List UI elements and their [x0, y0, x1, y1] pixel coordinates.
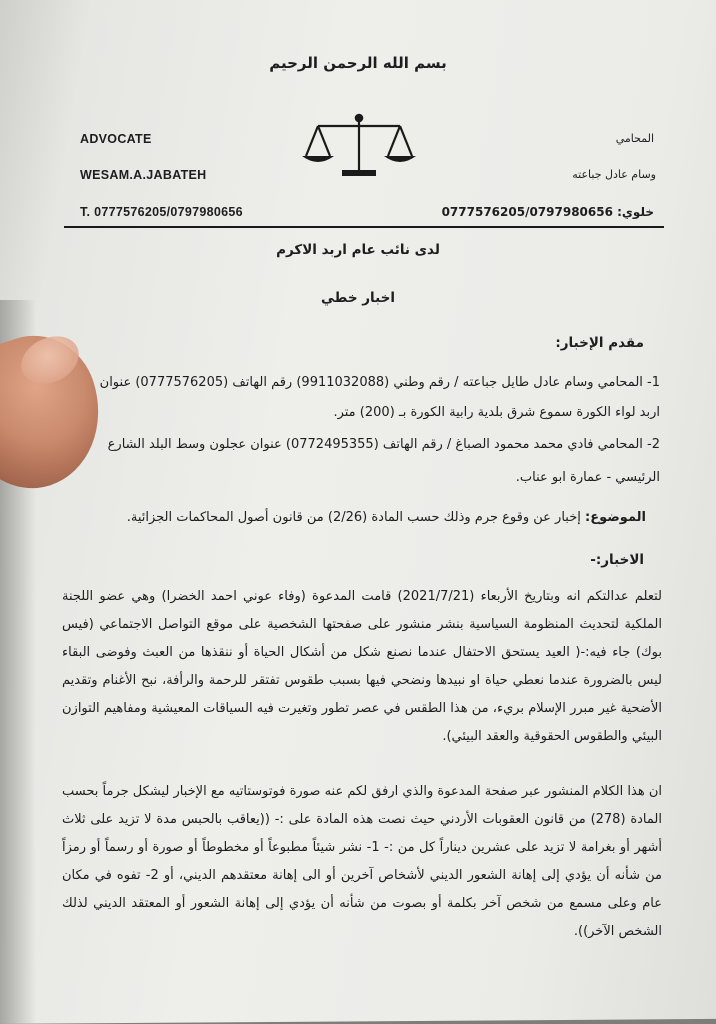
informant-2-line-2: الرئيسي - عمارة ابو عناب.	[515, 470, 660, 485]
basmala: بسم الله الرحمن الرحيم	[269, 54, 447, 72]
letterhead-title-ar: المحامي	[615, 132, 654, 145]
report-heading: الاخبار:-	[590, 552, 644, 568]
addressee: لدى نائب عام اربد الاكرم	[276, 242, 440, 258]
letterhead-phone-en: T. 0777576205/0797980656	[80, 205, 243, 219]
document-title: اخبار خطي	[321, 290, 395, 306]
informants-heading: مقدم الإخبار:	[555, 335, 644, 351]
letterhead-title-en: ADVOCATE	[80, 132, 152, 146]
letterhead-divider	[64, 226, 664, 228]
letterhead-name-ar: وسام عادل جباعته	[572, 168, 656, 181]
informant-2-line-1: 2- المحامي فادي محمد محمود الصباغ / رقم الهاتف (0772495355) عنوان عجلون وسط البلد الشارع	[107, 437, 660, 452]
subject-text: إخبار عن وقوع جرم وذلك حسب المادة (2/26) من قانون أصول المحاكمات الجزائية.	[126, 510, 581, 525]
subject-line	[46, 510, 646, 525]
report-paragraph-2: ان هذا الكلام المنشور عبر صفحة المدعوة والذي ارفق لكم عنه صورة فوتوستاتيه مع الإخبار ليشكل جرماً بحسب المادة (278) من قانون العقوبات الأردني حيث نصت هذه المادة على :- ((يعاقب بالحبس مدة لا تزيد على ثلاث أشهر أو بغرامة لا تزيد على عشرين ديناراً كل من :- 1- نشر شيئاً مطبوعاً أو مخطوطاً أو صورة أو رسماً أو رمزاً من شأنه أن يؤدي إلى إهانة الشعور الديني لأشخاص آخرين أو الى إهانة معتقدهم الديني، أو 2- تفوه في مكان عام وعلى مسمع من شخص آخر بكلمة أو بصوت من شأنه أن يؤدي إلى إهانة الشعور أو المعتقد الديني لذلك الشخص الآخر)).	[62, 784, 662, 939]
report-paragraph-1: لتعلم عدالتكم انه وبتاريخ الأربعاء (2021/7/21) قامت المدعوة (وفاء عوني احمد الخضرا) وهي عضو اللجنة الملكية لتحديث المنظومة السياسية بنشر منشور على صفحتها الشخصية على موقع التواصل الاجتماعي (فيس بوك) جاء فيه:-( العيد يستحق الاحتفال عندما نصنع شكل من أشكال الحياة أو ننقذها من العبث وفوضى البقاء ليس بالضرورة عندما نعطي حياة او نبيدها ونضحي فيها بسبب طقوس تفتقر للرحمة والرأفة، نبح الأغنام وتقديم الأضحية غير مبرر الإسلام بريء، من هذا الطقس في عصر تطور وتغيرت فيه السياقات المعيشية ومفاهيم التوازن البيئي والطقوس الحقوقية والعقد البيئي).	[62, 589, 662, 744]
letterhead-name-en: WESAM.A.JABATEH	[80, 168, 207, 182]
informant-1-line-2: اربد لواء الكورة سموع شرق بلدية رابية الكورة بـ (200) متر.	[333, 405, 660, 420]
letterhead-phone-ar: خلوي: 0777576205/0797980656	[441, 205, 654, 219]
informant-1-line-1: 1- المحامي وسام عادل طايل جباعته / رقم وطني (9911032088) رقم الهاتف (0777576205) عنوان	[99, 375, 660, 390]
scales-of-justice-icon	[298, 112, 420, 184]
subject-label: الموضوع:	[585, 510, 646, 525]
